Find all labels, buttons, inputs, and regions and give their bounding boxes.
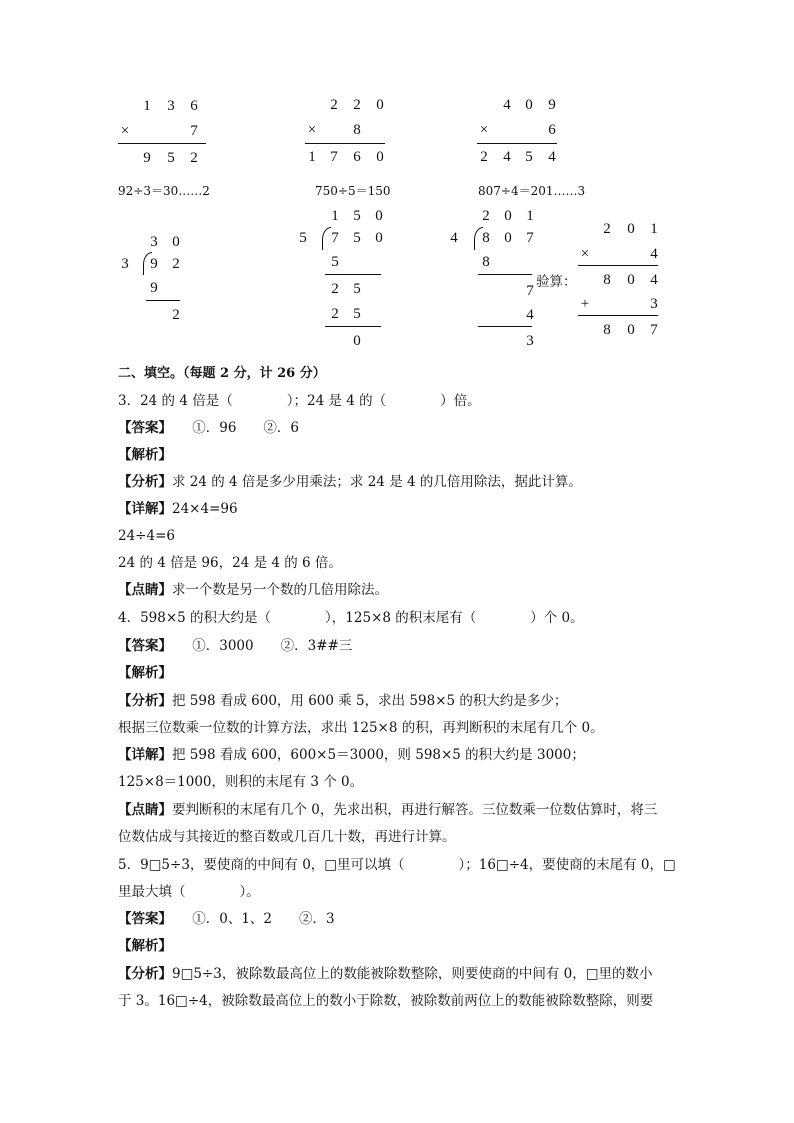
line-text: 于 3。16□÷4，被除数最高位上的数小于除数，被除数前两位上的数能被除数整除，则要	[118, 993, 654, 1009]
digit: 7	[650, 322, 658, 338]
operator: ×	[120, 123, 130, 139]
line-tag: 【详解】	[118, 501, 172, 517]
line-tag: 【答案】	[118, 911, 166, 927]
digit: 7	[190, 123, 198, 139]
line-tag: 【点睛】	[118, 802, 172, 818]
text-line	[118, 581, 388, 599]
digit: 2	[190, 150, 198, 166]
digit: 0	[376, 149, 384, 165]
equation-3: 807÷4＝201……3	[478, 184, 586, 198]
digit: 5	[353, 230, 361, 246]
divisor: 4	[450, 230, 458, 246]
digit: 0	[172, 234, 180, 250]
text-line	[118, 637, 352, 655]
line-text: 24 的 4 倍是 96，24 是 4 的 6 倍。	[118, 555, 342, 571]
check-label: 验算：	[536, 274, 577, 290]
digit: 3	[526, 333, 534, 349]
rule	[478, 274, 532, 275]
digit: 0	[376, 97, 384, 113]
digit: 6	[190, 98, 198, 114]
digit: 4	[503, 97, 511, 113]
digit: 8	[603, 322, 611, 338]
line-tag: 【解析】	[118, 938, 172, 954]
digit: 7	[331, 230, 339, 246]
digit: 6	[548, 122, 556, 138]
digit: 2	[172, 256, 180, 272]
text-line	[118, 937, 172, 955]
digit: 5	[353, 306, 361, 322]
digit: 5	[353, 208, 361, 224]
equation-1: 92÷3＝30……2	[118, 184, 210, 198]
digit: 4	[548, 149, 556, 165]
digit: 7	[526, 230, 534, 246]
rule	[478, 326, 532, 327]
line-text: 求一个数是另一个数的几倍用除法。	[172, 582, 388, 598]
digit: 9	[150, 280, 158, 296]
digit: 1	[331, 208, 339, 224]
digit: 0	[627, 221, 635, 237]
digit: 7	[526, 283, 534, 299]
division-bracket	[474, 227, 483, 250]
digit: 0	[525, 97, 533, 113]
rule	[578, 265, 658, 266]
digit: 0	[375, 208, 383, 224]
line-text: ①．96 ②．6	[165, 420, 300, 436]
digit: 2	[603, 221, 611, 237]
text-line	[118, 992, 653, 1010]
digit: 5	[353, 281, 361, 297]
digit: 1	[143, 98, 151, 114]
line-text: 里最大填（ ）。	[118, 884, 260, 900]
equation-2: 750÷5＝150	[315, 184, 391, 198]
line-text: 24÷4=6	[118, 528, 175, 544]
digit: 8	[353, 122, 361, 138]
digit: 2	[331, 281, 339, 297]
line-text: 5．9□5÷3，要使商的中间有 0，□里可以填（ ）；16□÷4，要使商的末尾有 0，□	[118, 857, 676, 873]
text-line	[118, 392, 481, 410]
digit: 8	[482, 254, 490, 270]
line-text: 求 24 的 4 倍是多少用乘法；求 24 是 4 的几倍用除法，据此计算。	[172, 474, 582, 490]
digit: 0	[627, 272, 635, 288]
digit: 9	[143, 150, 151, 166]
digit: 4	[650, 272, 658, 288]
text-line	[118, 554, 342, 572]
rule	[325, 274, 381, 275]
digit: 4	[650, 246, 658, 262]
text-line	[118, 773, 363, 791]
line-tag: 【分析】	[118, 474, 172, 490]
text-line	[118, 692, 567, 710]
section-title: 二、填空。（每题 2 分，计 26 分）	[118, 366, 326, 381]
line-tag: 【分析】	[118, 966, 172, 982]
rule	[578, 315, 658, 316]
digit: 6	[353, 149, 361, 165]
line-text: 位数估成与其接近的整百数或几百几十数，再进行计算。	[118, 829, 456, 845]
digit: 2	[480, 149, 488, 165]
text-line	[118, 446, 172, 464]
text-line	[118, 965, 652, 983]
digit: 9	[548, 97, 556, 113]
line-tag: 【点睛】	[118, 582, 172, 598]
operator: ×	[479, 122, 489, 138]
line-text: 125×8＝1000，则积的末尾有 3 个 0。	[118, 774, 364, 790]
text-line	[118, 500, 238, 518]
line-tag: 【解析】	[118, 447, 172, 463]
line-text: 要判断积的末尾有几个 0，先求出积，再进行解答。三位数乘一位数估算时，将三	[172, 802, 658, 818]
line-tag: 【答案】	[118, 420, 166, 436]
line-text: 3．24 的 4 倍是（ ）；24 是 4 的（ ）倍。	[118, 393, 481, 409]
text-line	[118, 609, 584, 627]
digit: 3	[167, 98, 175, 114]
digit: 5	[167, 150, 175, 166]
line-text: 把 598 看成 600，用 600 乘 5，求出 598×5 的积大约是多少；	[172, 693, 568, 709]
division-bracket	[143, 252, 152, 275]
digit: 1	[526, 208, 534, 224]
text-line	[118, 527, 175, 545]
line-tag: 【解析】	[118, 665, 172, 681]
line-text: 24×4=96	[172, 501, 238, 517]
digit: 9	[150, 256, 158, 272]
line-tag: 【分析】	[118, 693, 172, 709]
line-text: 把 598 看成 600，600×5＝3000，则 598×5 的积大约是 3000；	[172, 747, 585, 763]
digit: 0	[627, 322, 635, 338]
text-line	[118, 883, 260, 901]
line-tag: 【详解】	[118, 747, 172, 763]
digit: 3	[150, 234, 158, 250]
text-line	[118, 419, 299, 437]
digit: 7	[330, 149, 338, 165]
line-tag: 【答案】	[118, 638, 166, 654]
text-line	[118, 719, 604, 737]
digit: 1	[308, 149, 316, 165]
division-bracket	[322, 227, 331, 250]
digit: 0	[504, 230, 512, 246]
digit: 4	[526, 307, 534, 323]
digit: 5	[525, 149, 533, 165]
text-line	[118, 664, 172, 682]
digit: 1	[650, 221, 658, 237]
digit: 2	[330, 97, 338, 113]
text-line	[118, 801, 657, 819]
digit: 0	[353, 333, 361, 349]
line-text: ①．3000 ②．3##三	[165, 638, 353, 654]
line-text: 4．598×5 的积大约是（ ），125×8 的积末尾有（ ）个 0。	[118, 610, 584, 626]
line-text: ①．0、1、2 ②．3	[165, 911, 335, 927]
digit: 3	[650, 296, 658, 312]
line-text: 根据三位数乘一位数的计算方法，求出 125×8 的积，再判断积的末尾有几个 0。	[118, 720, 604, 736]
text-line	[118, 910, 335, 928]
digit: 0	[504, 208, 512, 224]
line-text: 9□5÷3，被除数最高位上的数能被除数整除，则要使商的中间有 0，□里的数小	[172, 966, 653, 982]
text-line	[118, 473, 582, 491]
digit: 2	[331, 306, 339, 322]
divisor: 5	[299, 230, 307, 246]
rule	[118, 143, 206, 144]
digit: 8	[603, 272, 611, 288]
digit: 2	[482, 208, 490, 224]
digit: 0	[375, 230, 383, 246]
rule	[325, 326, 381, 327]
divisor: 3	[121, 256, 129, 272]
text-line	[118, 746, 585, 764]
operator: ×	[307, 122, 317, 138]
rule	[477, 143, 557, 144]
digit: 4	[503, 149, 511, 165]
digit: 5	[331, 254, 339, 270]
digit: 2	[353, 97, 361, 113]
text-line	[118, 828, 456, 846]
operator: +	[580, 296, 590, 312]
operator: ×	[580, 246, 590, 262]
rule	[305, 143, 385, 144]
rule	[146, 300, 180, 301]
text-line	[118, 856, 676, 874]
digit: 8	[482, 230, 490, 246]
digit: 2	[172, 307, 180, 323]
